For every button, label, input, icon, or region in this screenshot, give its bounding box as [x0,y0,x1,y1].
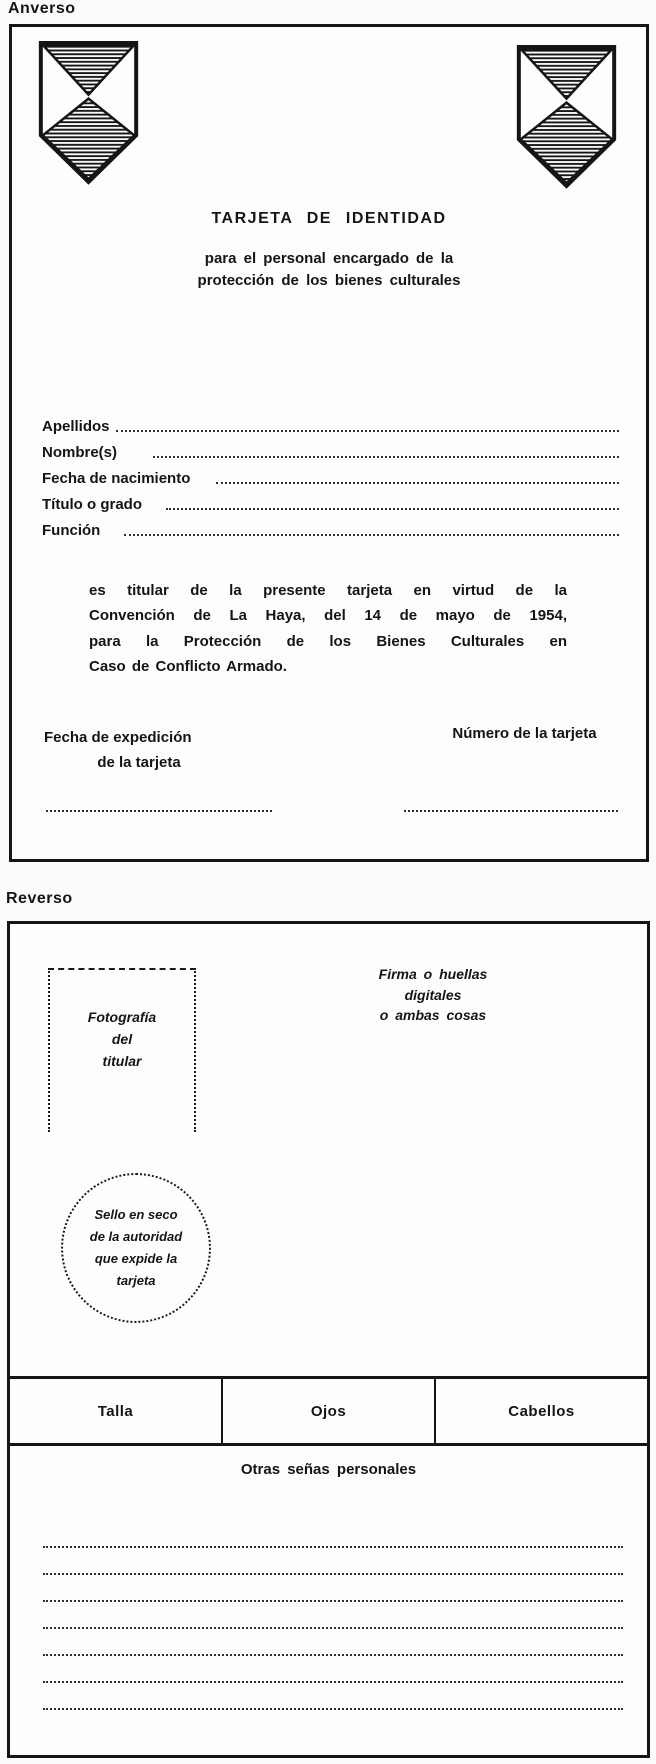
signature-note [333,964,533,1026]
field-row-titulo-grado [42,488,619,514]
photo-placeholder-line-1: Fotografía [87,1009,157,1025]
seal-note-line-1: Sello en seco [94,1207,178,1222]
field-label-apellidos: Apellidos [42,418,110,435]
attribute-cell-ojos: Ojos [221,1379,434,1443]
identity-card-back [7,921,650,1758]
card-subtitle-line-1: para el personal encargado de la [204,250,454,267]
signature-note-line-1: Firma o huellas [378,966,488,982]
photo-placeholder-line-2: del [111,1031,133,1047]
attribute-cell-cabellos: Cabellos [434,1379,647,1443]
card-number-write-line [404,810,618,812]
signature-note-line-3: o ambas cosas [379,1007,487,1023]
statement-line-1: es titular de la presente tarjeta en virtud de la [89,582,567,599]
other-marks-title: Otras señas personales [240,1461,417,1478]
dotted-writing-line [43,1521,623,1548]
dotted-writing-line [43,1602,623,1629]
statement-line-2: Convención de La Haya, del 14 de mayo de 1954, [89,607,567,625]
field-row-fecha-nacimiento [42,462,619,488]
blue-shield-emblem-left [38,41,139,185]
photo-placeholder-line-3: titular [102,1053,142,1069]
field-row-nombres [42,436,619,462]
photo-box [48,968,196,1132]
field-label-funcion: Función [42,522,101,539]
embossed-seal-circle [61,1173,211,1323]
field-row-apellidos [42,410,619,436]
field-row-funcion [42,514,619,540]
field-label-nombres: Nombre(s) [42,444,118,461]
seal-note-line-3: que expide la [94,1251,178,1266]
issue-date-label [44,725,254,775]
front-section-label: Anverso [8,0,76,17]
field-label-fecha-nacimiento: Fecha de nacimiento [42,470,191,487]
statement-line-3: para la Protección de los Bienes Culturales en [89,632,567,650]
card-subtitle-line-2: protección de los bienes culturales [197,272,461,289]
issue-date-label-line-1: Fecha de expedición [44,729,192,746]
card-subtitle [12,248,646,292]
signature-note-line-2: digitales [404,986,462,1003]
identity-card-front [9,24,649,862]
statement-line-4: Caso de Conflicto Armado. [89,657,287,675]
attributes-header-row [10,1376,647,1446]
attribute-cell-talla: Talla [97,1402,134,1420]
field-fill-line [216,482,619,484]
issue-date-label-line-2: de la tarjeta [97,754,181,771]
field-label-titulo-grado: Título o grado [42,496,142,513]
convention-statement [89,578,567,679]
dotted-writing-line [43,1575,623,1602]
card-number-label: Número de la tarjeta [452,725,597,742]
back-section-label: Reverso [6,890,73,907]
dotted-writing-line [43,1548,623,1575]
field-fill-line [116,430,619,432]
seal-note-line-2: de la autoridad [89,1229,183,1244]
field-fill-line [153,456,619,458]
blue-shield-emblem-right [516,45,617,189]
field-fill-line [166,508,619,510]
seal-note-line-4: tarjeta [116,1273,156,1288]
other-marks-writing-area [43,1521,623,1710]
photo-placeholder-text [50,1006,194,1072]
dotted-writing-line [43,1629,623,1656]
dotted-writing-line [43,1683,623,1710]
field-fill-line [124,534,619,536]
issue-date-write-line [46,810,272,812]
card-title: TARJETA DE IDENTIDAD [211,210,447,227]
identity-fields [42,410,619,540]
dotted-writing-line [43,1656,623,1683]
